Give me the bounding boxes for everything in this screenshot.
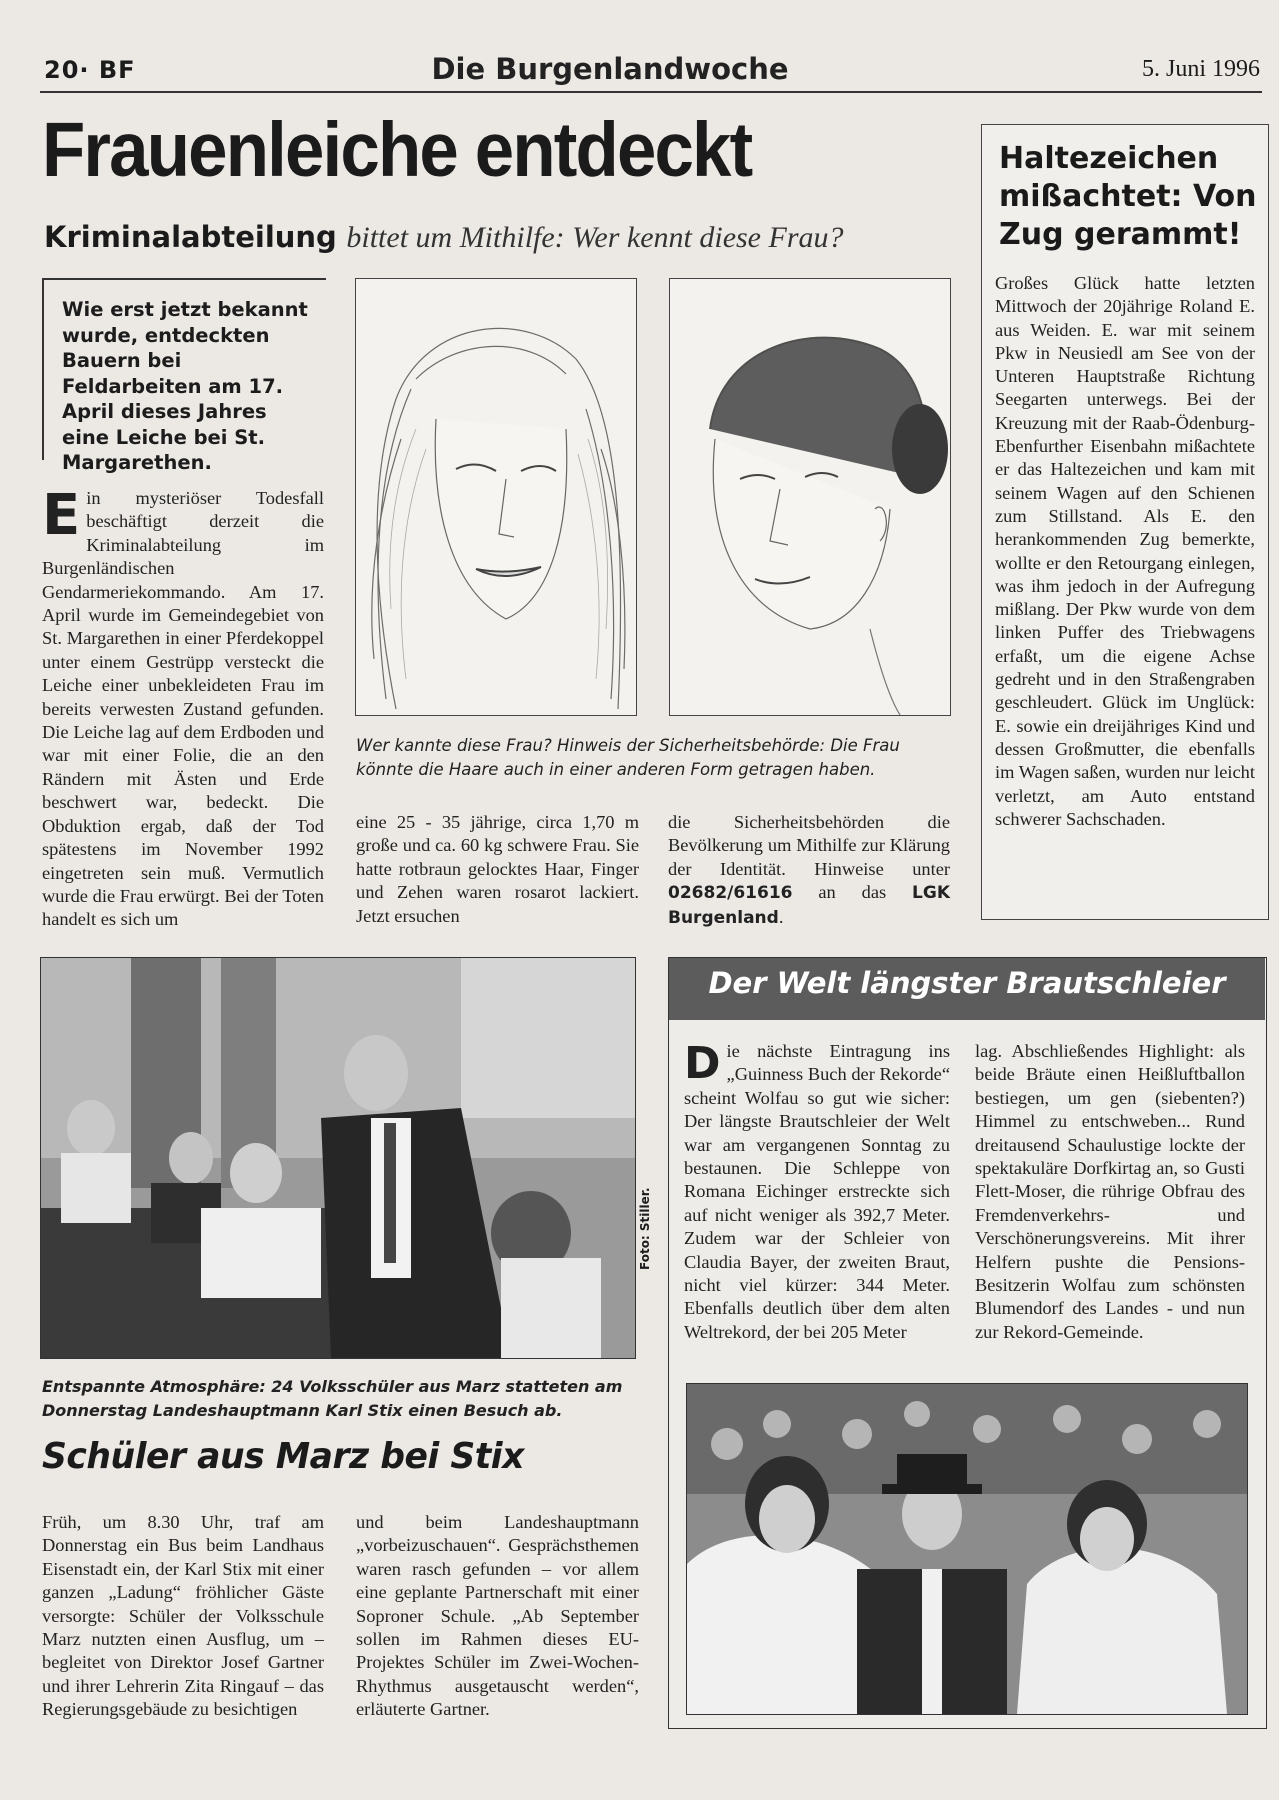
school-story-column-2: und beim Landeshauptmann „vorbeizuschauen“. Gesprächsthemen waren rasch gefunden – vor allem eine geplante Partnerschaft mit einer Soproner Schule. „Ab September sollen im Rahmen dieses EU-Projektes Schüler im Zwei-Wochen-Rhythmus ausgetauscht werden“, erläuterte Gartner. (356, 1512, 639, 1720)
appeal-text: die Sicherheitsbehörden die Bevölkerung um Mithilfe zur Klärung der Identität. Hinweise unter (668, 812, 950, 879)
main-story-text-1: in mysteriöser Todesfall beschäftigt derzeit die Kriminalabteilung im Burgenländischen Gendarmeriekommando. Am 17. April wurde im Gemeindegebiet von St. Margarethen in einer Pferdekoppel unter einem Gestrüpp versteckt die Leiche einer unbekleideten Frau im bereits verwesten Zustand gefunden. Die Leiche lag auf dem Erdboden und war mit einer Folie, die an den Rändern mit Ästen und Erde beschwert war, bedeckt. Die Obduktion ergab, daß der Tod spätestens im November 1992 eingetreten sein muß. Vermutlich wurde die Frau erwürgt. Bei der Toten handelt es sich um (42, 488, 324, 930)
brides-photo (686, 1383, 1248, 1715)
newspaper-title: Die Burgenlandwoche (431, 52, 789, 86)
veil-headline: Der Welt längster Brautschleier (708, 966, 1226, 1000)
issue-date: 5. Juni 1996 (1141, 56, 1260, 82)
lead-paragraph: Wie erst jetzt bekannt wurde, entdeckten Bauern bei Feldarbeiten am 17. April dieses Jahres eine Leiche bei St. Margarethen. (62, 298, 308, 474)
main-story-column-3 (668, 811, 950, 930)
portrait-sketch-long-hair (355, 278, 637, 716)
police-unit: LGK Burgenland (668, 883, 950, 928)
page-number: 20· BF (44, 56, 136, 84)
portrait-sketch-hair-bun (669, 278, 951, 716)
veil-story-text-1: ie nächste Eintragung ins „Guinness Buch der Rekorde“ scheint Wolfau so gut wie sicher: Der längste Brautschleier der Welt war am vergangenen Sonntag zu bestaunen. Die Schleppe von Romana Eichinger erstreckte sich auf nicht weniger als 392,7 Meter. Zudem war der Schleier von Claudia Bayer, der zweiten Braut, nicht viel kürzer: 344 Meter. Ebenfalls deutlich über dem alten Weltrekord, der bei 205 Meter (684, 1041, 950, 1342)
veil-story-column-2: lag. Abschließendes Highlight: als beide Bräute einen Heißluftballon bestiegen, um gen (siebenten?) Himmel zu entschweben... Rund dreitausend Schaulustige lockte der spektakuläre Dorfkirtag an, so Gusti Flett-Moser, die rührige Obfrau des Fremdenverkehrs- und Verschönerungsvereins. Mit ihrer Helfern pushte die Pensions-Besitzerin Wolfau zum schönsten Blumendorf des Landes - und nun zur Rekord-Gemeinde. (975, 1041, 1245, 1342)
appeal-text-end: . (778, 906, 784, 927)
main-headline: Frauenleiche entdeckt (42, 107, 752, 193)
sidebar-headline: Haltezeichen mißachtet: Von Zug gerammt! (999, 141, 1257, 252)
school-story-column-1: Früh, um 8.30 Uhr, traf am Donnerstag ein Bus beim Landhaus Eisenstadt ein, der Karl Stix mit einer ganzen „Ladung“ fröhlicher Gäste versorgte: Schüler der Volksschule Marz nutzten einen Ausflug, um – begleitet von Direktor Josef Gartner und ihrer Lehrerin Zita Ringauf – das Regierungsgebäude zu besichtigen (42, 1512, 324, 1720)
photo-credit: Foto: Stiller. (638, 1187, 652, 1270)
school-photo-caption: Entspannte Atmosphäre: 24 Volksschüler aus Marz statteten am Donnerstag Landeshauptmann Karl Stix einen Besuch ab. (42, 1377, 623, 1420)
sidebar-text: Großes Glück hatte letzten Mittwoch der 20jährige Roland E. aus Weiden. E. war mit seinem Pkw in Neusiedl am See von der Unteren Hauptstraße Richtung Seegarten unterwegs. Bei der Kreuzung mit der Raab-Ödenburg-Ebenfurther Eisenbahn mißachtete er das Haltezeichen und kam mit seinem Wagen auf den Schienen zum Stillstand. Als E. den herankommenden Zug bemerkte, wollte er den Retourgang einlegen, was ihm jedoch in der Aufregung mißlang. Der Pkw wurde von dem linken Puffer des Triebwagens erfaßt, um die eigene Achse gedreht und in den Straßengraben geschleudert. Glück im Unglück: E. sowie ein dreijähriges Kind und dessen Großmutter, die ebenfalls im Wagen saßen, wurden nur leicht verletzt, am Auto entstand schwerer Sachschaden. (995, 273, 1255, 829)
school-headline: Schüler aus Marz bei Stix (42, 1436, 524, 1477)
dropcap: E (42, 483, 81, 548)
veil-story-column-1 (684, 1040, 950, 1344)
main-subheadline (44, 220, 844, 255)
appeal-text-mid: an das (792, 882, 913, 903)
subheadline-italic: bittet um Mithilfe: Wer kennt diese Frau? (346, 221, 844, 254)
sketch-caption: Wer kannte diese Frau? Hinweis der Sicherheitsbehörde: Die Frau könnte die Haare auch in einer anderen Form getragen haben. (356, 736, 900, 779)
subheadline-bold: Kriminalabteilung (44, 220, 337, 254)
dropcap: D (684, 1038, 721, 1089)
main-story-column-1 (42, 483, 324, 932)
school-visit-photo (40, 957, 636, 1359)
main-story-column-2: eine 25 - 35 jährige, circa 1,70 m große und ca. 60 kg schwere Frau. Sie hatte rotbraun gelocktes Haar, Finger und Zehen waren rosarot lackiert. Jetzt ersuchen (356, 812, 639, 926)
masthead-rule (40, 91, 1262, 93)
hotline-number: 02682/61616 (668, 883, 793, 904)
